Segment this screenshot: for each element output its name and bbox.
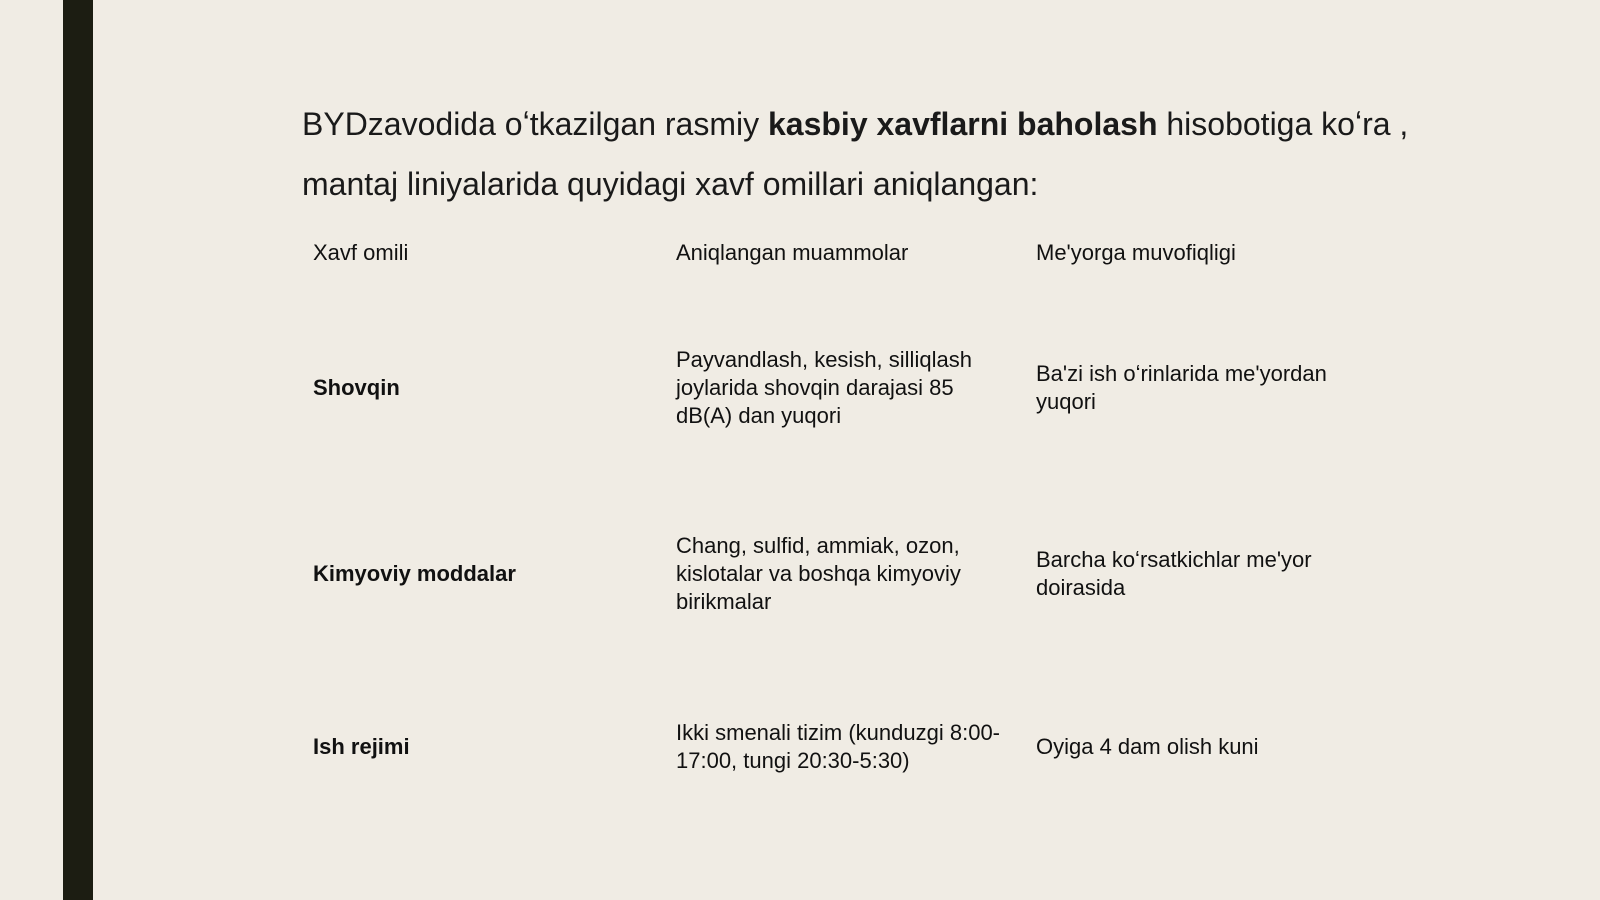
compliance-cell: Barcha koʻrsatkichlar me'yor doirasida bbox=[1036, 547, 1312, 600]
intro-text-part2: hisobotiga koʻra , mantaj liniyalarida quyidagi xavf omillari aniqlangan: bbox=[302, 106, 1409, 202]
intro-paragraph bbox=[302, 94, 1502, 214]
table-row bbox=[313, 712, 1413, 782]
left-accent-bar bbox=[63, 0, 93, 900]
risk-factor-cell: Shovqin bbox=[313, 375, 400, 400]
header-risk-factor: Xavf omili bbox=[313, 240, 409, 265]
header-identified-problems: Aniqlangan muammolar bbox=[676, 240, 909, 265]
compliance-cell: Ba'zi ish oʻrinlarida me'yordan yuqori bbox=[1036, 361, 1327, 414]
risk-factor-cell: Kimyoviy moddalar bbox=[313, 561, 516, 586]
compliance-cell: Oyiga 4 dam olish kuni bbox=[1036, 734, 1259, 759]
problems-cell: Payvandlash, kesish, silliqlash joylarida shovqin darajasi 85 dB(A) dan yuqori bbox=[676, 347, 972, 428]
table-header-row bbox=[313, 236, 1413, 270]
header-compliance: Me'yorga muvofiqligi bbox=[1036, 240, 1236, 265]
problems-cell: Ikki smenali tizim (kunduzgi 8:00-17:00, tungi 20:30-5:30) bbox=[676, 720, 1001, 773]
intro-text-part1: BYDzavodida oʻtkazilgan rasmiy bbox=[302, 106, 768, 142]
risk-factor-cell: Ish rejimi bbox=[313, 734, 410, 759]
table-row bbox=[313, 526, 1413, 622]
problems-cell: Chang, sulfid, ammiak, ozon, kislotalar va boshqa kimyoviy birikmalar bbox=[676, 533, 961, 614]
intro-text-bold: kasbiy xavflarni baholash bbox=[767, 106, 1158, 142]
table-row bbox=[313, 340, 1413, 436]
